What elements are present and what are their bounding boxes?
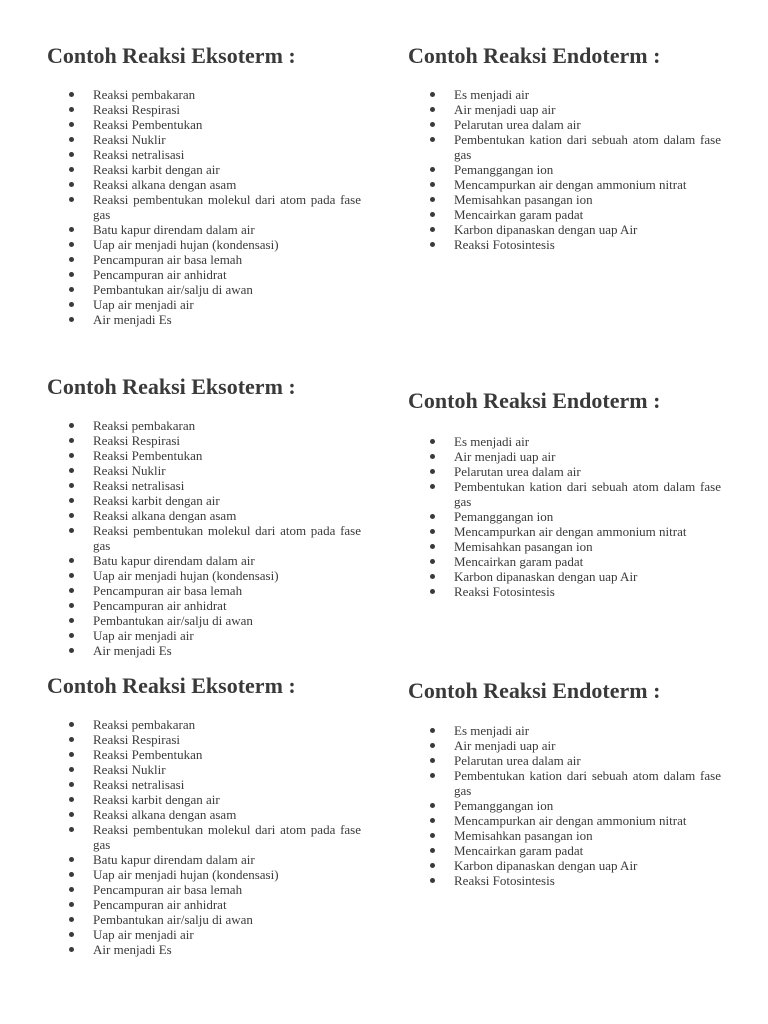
list-item: Karbon dipanaskan dengan uap Air [408,569,721,584]
list-item: Uap air menjadi air [47,628,361,643]
list-item: Karbon dipanaskan dengan uap Air [408,858,721,873]
list-item: Reaksi alkana dengan asam [47,807,361,822]
list-item: Mencairkan garam padat [408,843,721,858]
list-item: Es menjadi air [408,723,721,738]
endoterm-list [408,723,724,888]
list-item: Pencampuran air basa lemah [47,882,361,897]
list-item: Reaksi Respirasi [47,732,361,747]
list-item: Pelarutan urea dalam air [408,753,721,768]
list-item: Uap air menjadi hujan (kondensasi) [47,568,361,583]
list-item: Pencampuran air anhidrat [47,267,361,282]
list-item: Karbon dipanaskan dengan uap Air [408,222,721,237]
list-item: Uap air menjadi air [47,297,361,312]
list-item: Reaksi netralisasi [47,478,361,493]
list-item: Mencairkan garam padat [408,554,721,569]
list-item: Pembantukan air/salju di awan [47,613,361,628]
list-item: Air menjadi uap air [408,738,721,753]
list-item: Mencampurkan air dengan ammonium nitrat [408,813,721,828]
endoterm-section-3 [408,678,724,888]
endoterm-list [408,87,724,252]
list-item: Memisahkan pasangan ion [408,828,721,843]
list-item: Pembantukan air/salju di awan [47,282,361,297]
list-item: Mencampurkan air dengan ammonium nitrat [408,524,721,539]
list-item: Memisahkan pasangan ion [408,192,721,207]
list-item: Reaksi netralisasi [47,147,361,162]
eksoterm-heading: Contoh Reaksi Eksoterm : [47,43,296,68]
list-item: Reaksi Pembentukan [47,448,361,463]
list-item: Pelarutan urea dalam air [408,117,721,132]
eksoterm-heading: Contoh Reaksi Eksoterm : [47,673,296,698]
list-item: Pemanggangan ion [408,162,721,177]
list-item: Batu kapur direndam dalam air [47,852,361,867]
list-item: Reaksi pembentukan molekul dari atom pada fase gas [47,192,361,222]
list-item: Batu kapur direndam dalam air [47,222,361,237]
list-item: Reaksi alkana dengan asam [47,508,361,523]
endoterm-heading: Contoh Reaksi Endoterm : [408,388,661,413]
list-item: Reaksi pembakaran [47,418,361,433]
list-item: Es menjadi air [408,87,721,102]
list-item: Reaksi pembakaran [47,87,361,102]
endoterm-section-2 [408,388,724,599]
list-item: Reaksi pembentukan molekul dari atom pada fase gas [47,523,361,553]
endoterm-list [408,434,724,599]
list-item: Pemanggangan ion [408,798,721,813]
list-item: Reaksi netralisasi [47,777,361,792]
list-item: Pencampuran air basa lemah [47,252,361,267]
list-item: Air menjadi Es [47,312,361,327]
list-item: Pembantukan air/salju di awan [47,912,361,927]
list-item: Mencampurkan air dengan ammonium nitrat [408,177,721,192]
endoterm-heading: Contoh Reaksi Endoterm : [408,678,661,703]
eksoterm-heading: Contoh Reaksi Eksoterm : [47,374,296,399]
list-item: Memisahkan pasangan ion [408,539,721,554]
eksoterm-list [47,87,363,327]
eksoterm-section-2 [47,374,363,658]
list-item: Reaksi alkana dengan asam [47,177,361,192]
list-item: Pelarutan urea dalam air [408,464,721,479]
list-item: Reaksi pembentukan molekul dari atom pada fase gas [47,822,361,852]
list-item: Reaksi Pembentukan [47,117,361,132]
list-item: Air menjadi Es [47,942,361,957]
list-item: Uap air menjadi hujan (kondensasi) [47,867,361,882]
list-item: Pencampuran air anhidrat [47,897,361,912]
list-item: Uap air menjadi air [47,927,361,942]
endoterm-heading: Contoh Reaksi Endoterm : [408,43,661,68]
list-item: Reaksi Respirasi [47,102,361,117]
list-item: Reaksi pembakaran [47,717,361,732]
list-item: Air menjadi uap air [408,449,721,464]
list-item: Reaksi Nuklir [47,132,361,147]
list-item: Reaksi karbit dengan air [47,162,361,177]
eksoterm-section-3 [47,673,363,957]
list-item: Air menjadi Es [47,643,361,658]
eksoterm-section-1 [47,43,363,327]
list-item: Pembentukan kation dari sebuah atom dalam fase gas [408,768,721,798]
list-item: Pembentukan kation dari sebuah atom dalam fase gas [408,479,721,509]
list-item: Reaksi Fotosintesis [408,873,721,888]
list-item: Pemanggangan ion [408,509,721,524]
list-item: Batu kapur direndam dalam air [47,553,361,568]
list-item: Reaksi Nuklir [47,762,361,777]
list-item: Reaksi karbit dengan air [47,493,361,508]
eksoterm-list [47,418,363,658]
list-item: Reaksi Fotosintesis [408,237,721,252]
list-item: Reaksi karbit dengan air [47,792,361,807]
list-item: Pembentukan kation dari sebuah atom dalam fase gas [408,132,721,162]
list-item: Mencairkan garam padat [408,207,721,222]
list-item: Reaksi Respirasi [47,433,361,448]
list-item: Es menjadi air [408,434,721,449]
endoterm-section-1 [408,43,724,252]
list-item: Reaksi Nuklir [47,463,361,478]
list-item: Reaksi Fotosintesis [408,584,721,599]
list-item: Air menjadi uap air [408,102,721,117]
list-item: Uap air menjadi hujan (kondensasi) [47,237,361,252]
list-item: Pencampuran air anhidrat [47,598,361,613]
list-item: Pencampuran air basa lemah [47,583,361,598]
eksoterm-list [47,717,363,957]
list-item: Reaksi Pembentukan [47,747,361,762]
